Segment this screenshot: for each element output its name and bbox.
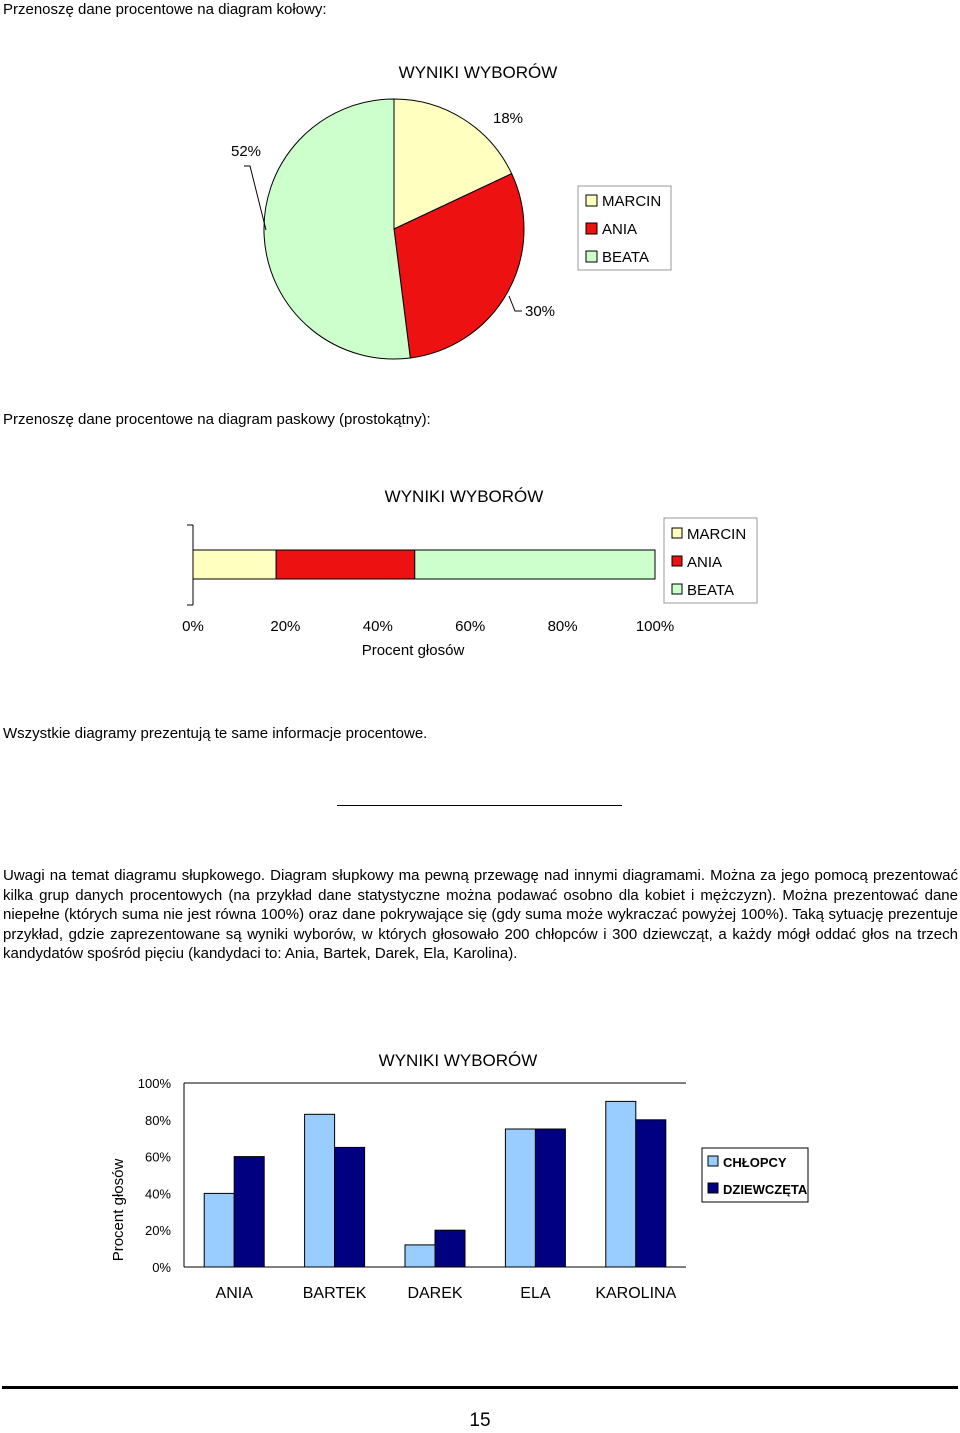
grouped-bar-girls-ania [234,1157,264,1267]
stacked-legend-swatch-ania [672,556,682,566]
grouped-bar-boys-karolina [606,1101,636,1267]
stacked-segments [193,550,655,579]
grouped-legend-label-boys: CHŁOPCY [723,1155,787,1170]
pie-legend-label-marcin: MARCIN [602,193,662,210]
pie-legend-swatch-beata [586,251,597,262]
summary-text: Wszystkie diagramy prezentują te same informacje procentowe. [3,725,428,742]
pie-data-label-ania: 30% [524,303,556,320]
grouped-legend-swatch-boys [708,1156,718,1166]
grouped-y-tick-label: 60% [144,1149,171,1165]
pie-legend [578,186,671,270]
stacked-legend-label-ania: ANIA [687,554,723,571]
grouped-y-tick-label: 100% [137,1076,171,1091]
grouped-x-category-label: DAREK [407,1285,463,1302]
stacked-x-tick-label: 20% [270,618,301,635]
stacked-bar-chart [0,470,960,670]
grouped-x-category-label: BARTEK [302,1285,367,1302]
grouped-x-category-label: ELA [520,1285,551,1302]
grouped-x-categories [216,1285,677,1302]
page-number: 15 [469,1410,491,1431]
grouped-bar-girls-bartek [335,1147,365,1267]
stacked-x-axis-label: Procent głosów [361,642,465,659]
note-paragraph [3,866,958,964]
stacked-segment-marcin [193,550,276,579]
grouped-bar-boys-darek [405,1245,435,1267]
grouped-bar-girls-ela [535,1129,565,1267]
grouped-legend-swatch-girls [708,1183,718,1193]
grouped-bar-boys-ela [505,1129,535,1267]
grouped-legend-label-girls: DZIEWCZĘTA [723,1182,808,1197]
pie-leader-line-beata [244,166,266,230]
stacked-x-tick-label: 60% [455,618,486,635]
stacked-x-tick-label: 100% [635,618,675,635]
note-title: Uwagi na temat diagramu słupkowego. [3,867,266,884]
stacked-x-ticks [182,618,674,635]
pie-legend-swatch-ania [586,223,597,234]
pie-slice-beata [264,99,410,359]
stacked-bar-title: WYNIKI WYBORÓW [384,487,544,506]
stacked-x-tick-label: 40% [362,618,393,635]
grouped-y-tick-label: 80% [144,1112,171,1128]
grouped-y-tick-label: 0% [152,1260,171,1275]
stacked-legend-swatch-beata [672,584,682,594]
grouped-x-category-label: ANIA [215,1285,253,1302]
stacked-segment-beata [415,550,655,579]
pie-chart-title: WYNIKI WYBORÓW [398,63,558,82]
pie-legend-swatch-marcin [586,195,597,206]
grouped-bar-boys-ania [204,1193,234,1267]
grouped-bars [204,1101,666,1267]
grouped-y-axis-label: Procent głosów [110,1158,127,1262]
footer-rule [2,1386,958,1389]
stacked-x-tick-label: 80% [547,618,578,635]
pie-chart [0,0,960,380]
section-separator [337,805,622,806]
grouped-bar-girls-darek [435,1230,465,1267]
grouped-bar-title: WYNIKI WYBORÓW [378,1051,538,1070]
grouped-x-category-label: KAROLINA [595,1285,677,1302]
pie-leader-line-ania [509,296,522,311]
grouped-y-tick-label: 20% [144,1223,171,1239]
stacked-x-tick-label: 0% [182,618,204,635]
pie-data-label-marcin: 18% [492,110,524,127]
intro-bar-text: Przenoszę dane procentowe na diagram paskowy (prostokątny): [3,411,431,428]
pie-legend-label-beata: BEATA [602,249,649,266]
grouped-y-tick-label: 40% [144,1186,171,1202]
grouped-bar-boys-bartek [305,1114,335,1267]
grouped-legend [702,1148,808,1202]
grouped-bar-chart [0,1040,960,1320]
stacked-segment-ania [276,550,415,579]
stacked-legend-label-beata: BEATA [687,582,734,599]
stacked-legend-label-marcin: MARCIN [687,526,747,543]
pie-slices [264,99,524,359]
pie-data-label-beata: 52% [230,143,262,160]
note-text: Diagram słupkowy ma pewną przewagę nad innymi diagramami. Można za jego pomocą prezentować kilka grup danych procentowych (na przykład dane statystyczne można podawać osobno dla kobiet i mężczyzn). Można prezentować dane niepełne (których suma nie jest równa 100%) oraz dane pokrywające się (gdy suma może wykraczać powyżej 100%). Taką sytuację prezentuje przykład, gdzie zaprezentowane są wyniki wyborów, w których głosowało 200 chłopców i 300 dziewcząt, a każdy mógł oddać głos na trzech kandydatów spośród pięciu (kandydaci to: Ania, Bartek, Darek, Ela, Karolina). [3,867,959,962]
grouped-y-ticks [138,1076,172,1275]
stacked-legend [664,518,757,603]
stacked-legend-swatch-marcin [672,528,682,538]
pie-legend-label-ania: ANIA [602,221,638,238]
intro-pie-text: Przenoszę dane procentowe na diagram kołowy: [3,1,327,18]
grouped-bar-girls-karolina [636,1120,666,1267]
